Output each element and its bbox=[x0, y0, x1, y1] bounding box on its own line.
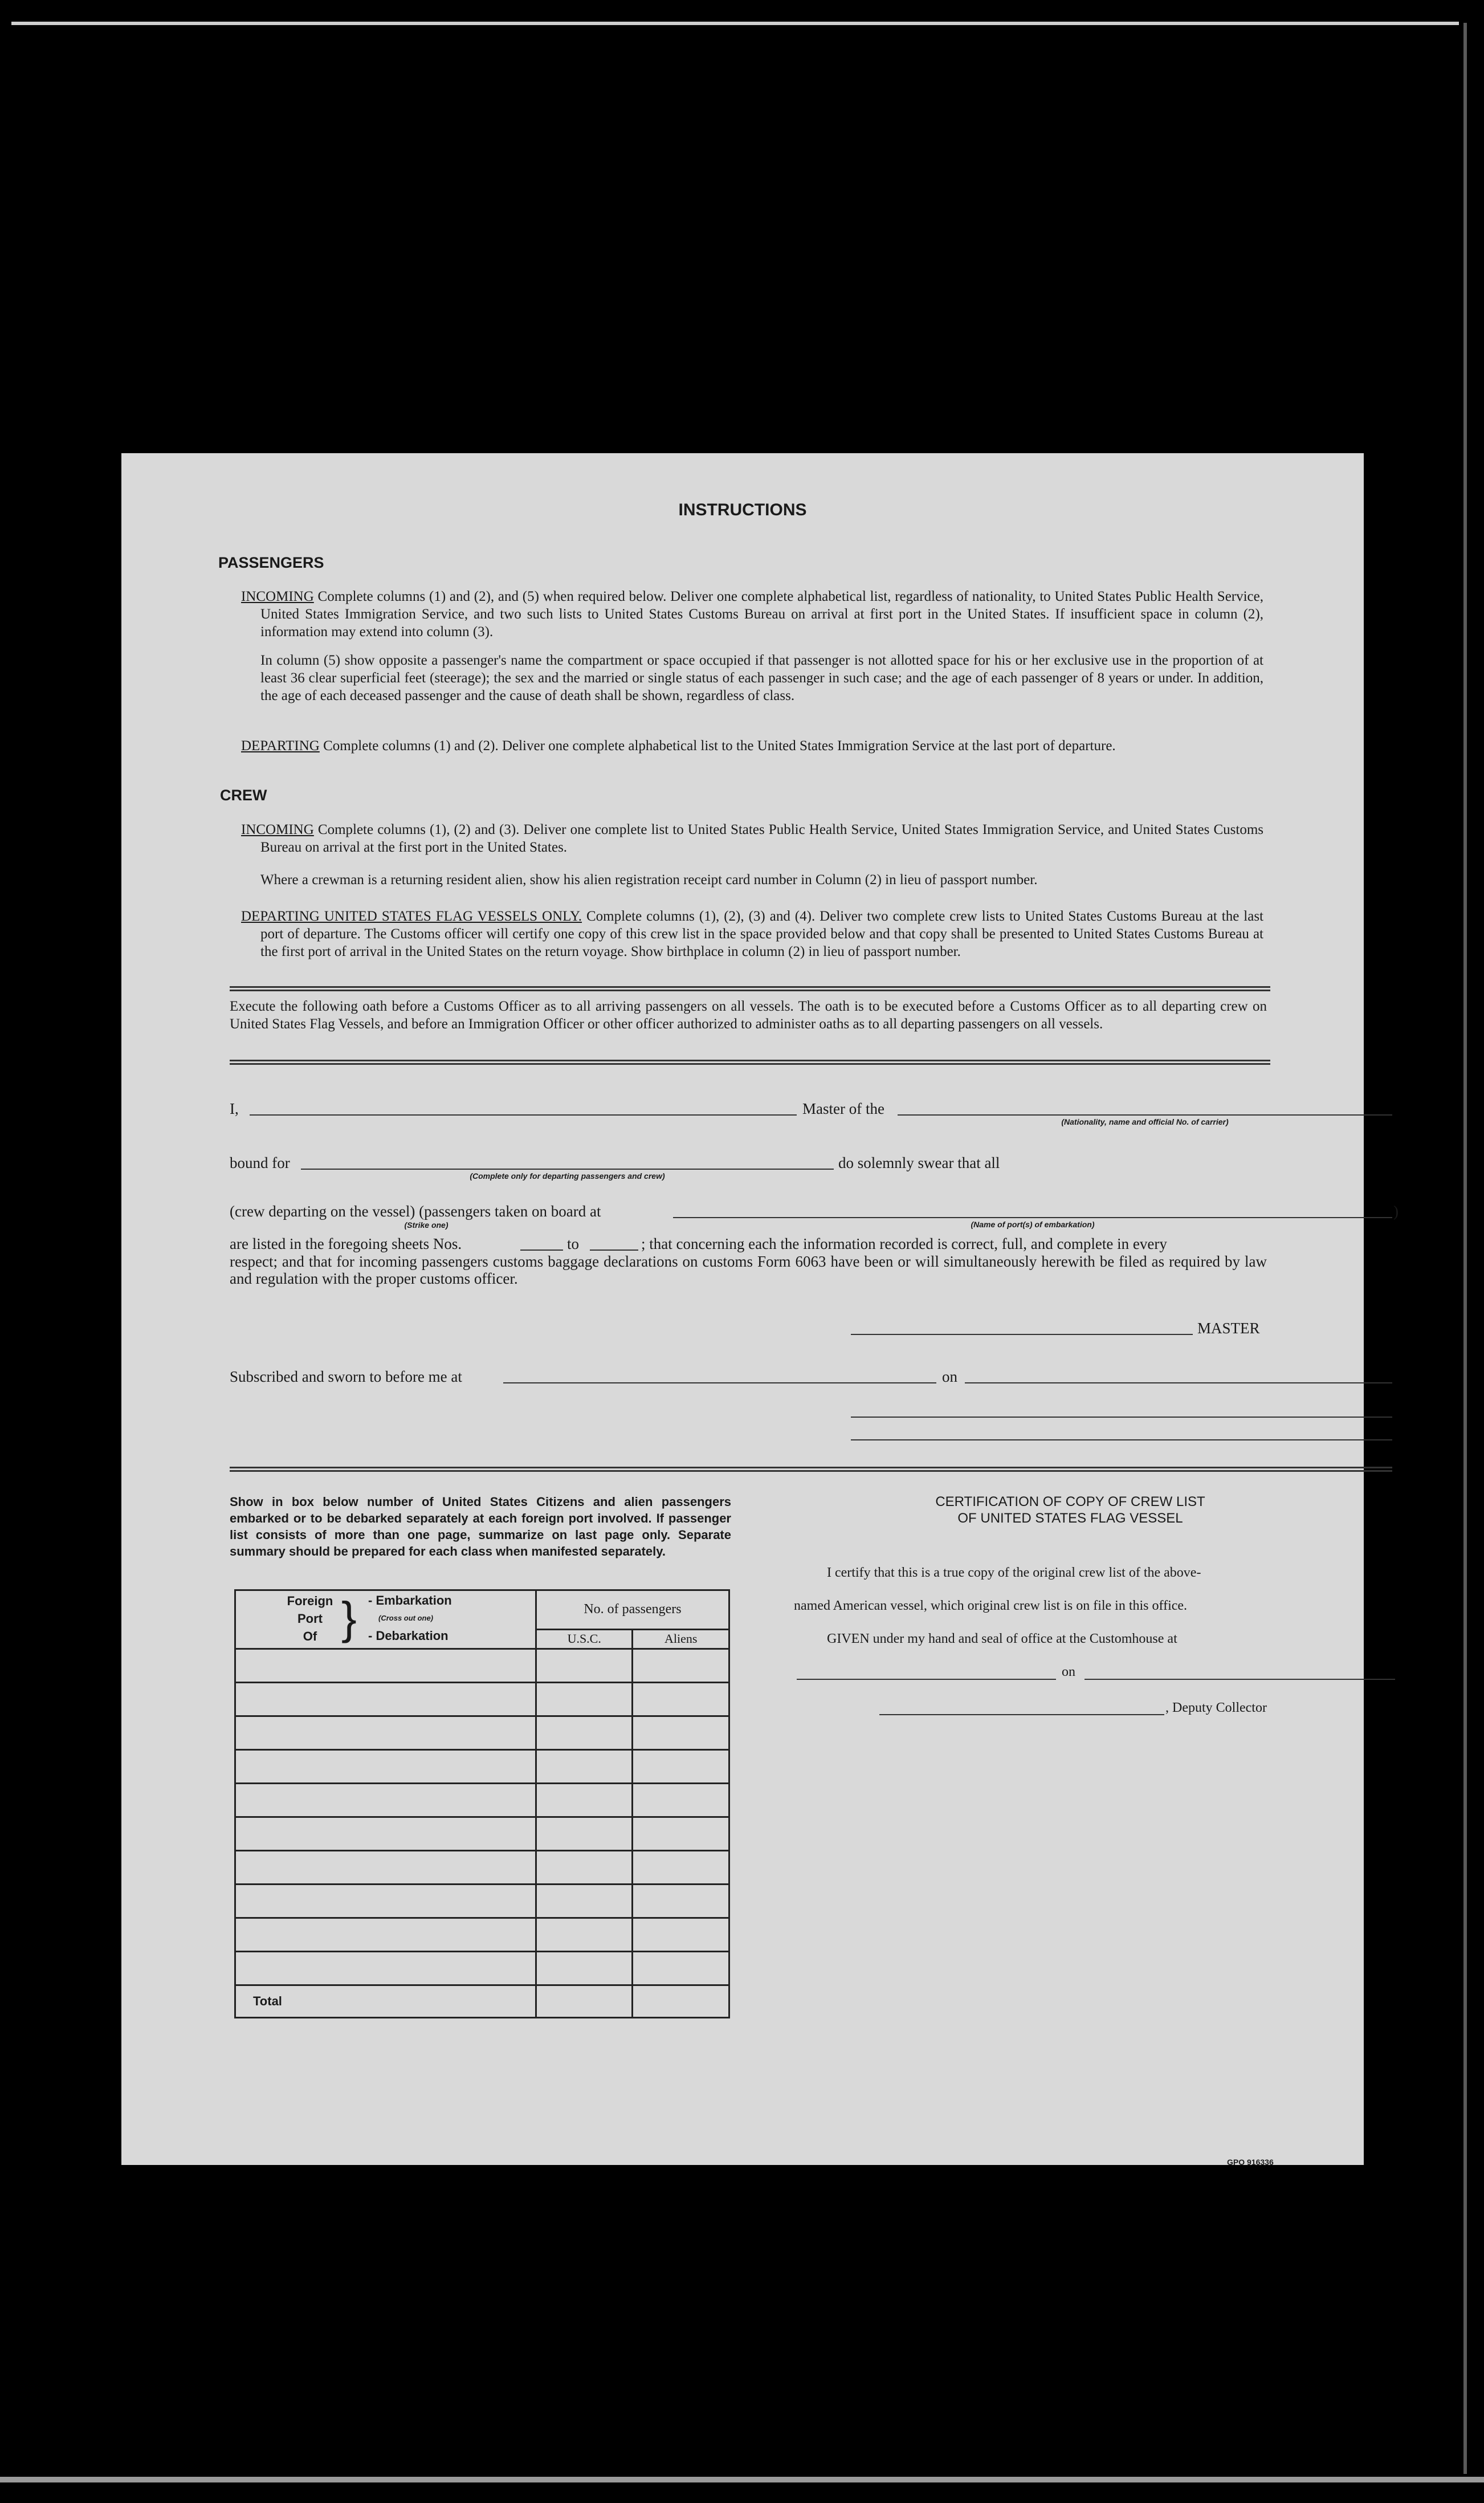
passenger-summary-table bbox=[234, 1589, 730, 2018]
table-row bbox=[235, 1649, 729, 1683]
passengers-heading: PASSENGERS bbox=[218, 554, 324, 571]
usc-cell[interactable] bbox=[536, 1716, 633, 1750]
crew-heading: CREW bbox=[220, 787, 267, 804]
sworn-at-field[interactable] bbox=[503, 1382, 936, 1383]
bound-for-label: bound for bbox=[230, 1154, 290, 1171]
port-cell[interactable] bbox=[235, 1716, 536, 1750]
port-cell[interactable] bbox=[235, 1952, 536, 1985]
usc-cell[interactable] bbox=[536, 1885, 633, 1918]
port-of-embarkation-field[interactable] bbox=[673, 1217, 1392, 1218]
aliens-total-cell[interactable] bbox=[633, 1985, 729, 2018]
usc-cell[interactable] bbox=[536, 1750, 633, 1784]
aliens-cell[interactable] bbox=[633, 1851, 729, 1885]
certification-title-line2: OF UNITED STATES FLAG VESSEL bbox=[957, 1511, 1183, 1526]
certify-line1: I certify that this is a true copy of the original crew list of the above- bbox=[827, 1565, 1201, 1580]
crew-incoming-paragraph bbox=[241, 821, 1263, 856]
respect-paragraph: respect; and that for incoming passengers customs baggage declarations on customs Form 6063 have been or will simultaneously herewith be filed as required by law and regulation with the proper customs officer. bbox=[230, 1253, 1267, 1287]
aliens-cell[interactable] bbox=[633, 1649, 729, 1683]
cross-out-caption: (Cross out one) bbox=[378, 1614, 434, 1622]
usc-cell[interactable] bbox=[536, 1817, 633, 1851]
certification-title bbox=[811, 1493, 1330, 1527]
nationality-caption: (Nationality, name and official No. of carrier) bbox=[1061, 1117, 1229, 1126]
of-word: Of bbox=[303, 1629, 317, 1643]
table-row bbox=[235, 1784, 729, 1817]
embarkation-label: - Embarkation bbox=[368, 1593, 452, 1607]
master-name-field[interactable] bbox=[250, 1114, 797, 1116]
close-paren: ) bbox=[1393, 1203, 1399, 1220]
total-label: Total bbox=[235, 1985, 536, 2018]
passengers-incoming-lead: INCOMING bbox=[241, 589, 314, 604]
table-row bbox=[235, 1918, 729, 1952]
aliens-cell[interactable] bbox=[633, 1817, 729, 1851]
foreign-word: Foreign bbox=[287, 1594, 333, 1608]
brace-glyph: } bbox=[341, 1593, 357, 1643]
oath-instruction-paragraph: Execute the following oath before a Customs Officer as to all arriving passengers on all vessels. The oath is to be executed before a Customs Officer as to all departing crew on United States Flag Vessels, and before an Immigration Officer or other officer authorized to administer oaths as to all departing passengers on all vessels. bbox=[230, 999, 1267, 1032]
crew-resident-alien-paragraph: Where a crewman is a returning resident alien, show his alien registration receipt card number in Column (2) in lieu of passport number. bbox=[260, 872, 1038, 888]
usc-cell[interactable] bbox=[536, 1784, 633, 1817]
sheet-to-field[interactable] bbox=[590, 1250, 638, 1251]
table-row bbox=[235, 1683, 729, 1716]
port-cell[interactable] bbox=[235, 1851, 536, 1885]
usc-cell[interactable] bbox=[536, 1851, 633, 1885]
subscribed-label: Subscribed and sworn to before me at bbox=[230, 1368, 462, 1385]
port-cell[interactable] bbox=[235, 1750, 536, 1784]
certification-title-line1: CERTIFICATION OF COPY OF CREW LIST bbox=[935, 1494, 1205, 1509]
table-row bbox=[235, 1716, 729, 1750]
instructions-title: INSTRUCTIONS bbox=[678, 500, 807, 519]
passengers-incoming-paragraph bbox=[241, 588, 1263, 641]
total-row bbox=[235, 1985, 729, 2018]
port-word: Port bbox=[297, 1611, 323, 1626]
aliens-cell[interactable] bbox=[633, 1918, 729, 1952]
port-cell[interactable] bbox=[235, 1649, 536, 1683]
sworn-date-field[interactable] bbox=[965, 1382, 1392, 1383]
crew-incoming-text: Complete columns (1), (2) and (3). Deliver one complete list to United States Public Health Service, United States Immigration Service, and United States Customs Bureau on arrival at the first port in the United States. bbox=[260, 822, 1263, 855]
crew-passengers-label: (crew departing on the vessel) (passengers taken on board at bbox=[230, 1203, 601, 1220]
master-label: MASTER bbox=[1197, 1320, 1260, 1337]
passengers-departing-lead: DEPARTING bbox=[241, 738, 320, 754]
passengers-incoming-text: Complete columns (1) and (2), and (5) when required below. Deliver one complete alphabetical list, regardless of nationality, to United States Public Health Service, United States Immigration Service, and two such lists to United States Customs Bureau on arrival at first port in the United States. If insufficient space in column (2), information may extend into column (3). bbox=[260, 589, 1263, 640]
deputy-collector-label: , Deputy Collector bbox=[1165, 1700, 1267, 1715]
table-row bbox=[235, 1817, 729, 1851]
strike-one-caption: (Strike one) bbox=[404, 1220, 449, 1230]
crew-departing-text: Complete columns (1), (2), (3) and (4). Deliver two complete crew lists to United States Customs Bureau at the last port of departure. The Customs officer will certify one copy of this crew list in the space provided below and that copy shall be presented to United States Customs Bureau at the first port of arrival in the United States on the return voyage. Show birthplace in column (2) in lieu of passport number. bbox=[260, 909, 1263, 959]
sheet-from-field[interactable] bbox=[520, 1250, 563, 1251]
aliens-cell[interactable] bbox=[633, 1885, 729, 1918]
master-of-the-label: Master of the bbox=[802, 1100, 884, 1117]
usc-header: U.S.C. bbox=[536, 1629, 633, 1649]
usc-cell[interactable] bbox=[536, 1683, 633, 1716]
customhouse-field[interactable] bbox=[797, 1679, 1056, 1680]
debarkation-label: - Debarkation bbox=[368, 1629, 449, 1643]
listed-suffix: ; that concerning each the information recorded is correct, full, and complete in every bbox=[641, 1235, 1167, 1252]
aliens-cell[interactable] bbox=[633, 1683, 729, 1716]
crew-incoming-lead: INCOMING bbox=[241, 822, 314, 837]
complete-only-caption: (Complete only for departing passengers and crew) bbox=[470, 1171, 665, 1181]
port-cell[interactable] bbox=[235, 1784, 536, 1817]
film-edge-bottom bbox=[0, 2477, 1484, 2482]
aliens-cell[interactable] bbox=[633, 1952, 729, 1985]
on-label: on bbox=[942, 1368, 957, 1385]
table-row bbox=[235, 1885, 729, 1918]
crew-departing-paragraph bbox=[241, 907, 1263, 960]
given-line: GIVEN under my hand and seal of office at the Customhouse at bbox=[827, 1631, 1177, 1646]
ports-caption: (Name of port(s) of embarkation) bbox=[971, 1220, 1095, 1229]
aliens-cell[interactable] bbox=[633, 1784, 729, 1817]
official-signature-field-2[interactable] bbox=[851, 1439, 1392, 1440]
vessel-field[interactable] bbox=[898, 1114, 1392, 1116]
oath-i-label: I, bbox=[230, 1100, 239, 1117]
summary-instructions: Show in box below number of United States Citizens and alien passengers embarked or to be debarked separately at each foreign port involved. If passenger list consists of more than one page, summarize on last page only. Separate summary should be prepared for each class when manifested separately. bbox=[230, 1495, 731, 1558]
table-row bbox=[235, 1750, 729, 1784]
usc-cell[interactable] bbox=[536, 1918, 633, 1952]
to-label: to bbox=[567, 1235, 580, 1252]
usc-cell[interactable] bbox=[536, 1649, 633, 1683]
usc-total-cell[interactable] bbox=[536, 1985, 633, 2018]
certification-on-label: on bbox=[1062, 1664, 1075, 1679]
port-cell[interactable] bbox=[235, 1885, 536, 1918]
passengers-departing-paragraph bbox=[241, 737, 1263, 755]
no-of-passengers-header: No. of passengers bbox=[536, 1590, 729, 1630]
certification-date-field[interactable] bbox=[1085, 1679, 1395, 1680]
bound-for-field[interactable] bbox=[301, 1169, 834, 1170]
swear-label: do solemnly swear that all bbox=[838, 1154, 1000, 1171]
table-row bbox=[235, 1851, 729, 1885]
section-rule bbox=[230, 1060, 1270, 1065]
port-cell[interactable] bbox=[235, 1918, 536, 1952]
port-cell[interactable] bbox=[235, 1817, 536, 1851]
official-signature-field-1[interactable] bbox=[851, 1417, 1392, 1418]
aliens-cell[interactable] bbox=[633, 1716, 729, 1750]
passengers-column5-paragraph: In column (5) show opposite a passenger's name the compartment or space occupied if that passenger is not allotted space for his or her exclusive use in the proportion of at least 36 clear superficial feet (steerage); the sex and the married or single status of each passenger in such case; and the age of each passenger of 8 years or under. In addition, the age of each deceased passenger and the cause of death shall be shown, regardless of class. bbox=[260, 653, 1263, 703]
foreign-port-header bbox=[235, 1590, 536, 1649]
passengers-departing-text: Complete columns (1) and (2). Deliver one complete alphabetical list to the United States Immigration Service at the last port of departure. bbox=[319, 738, 1116, 754]
aliens-cell[interactable] bbox=[633, 1750, 729, 1784]
master-signature-field[interactable] bbox=[851, 1334, 1193, 1335]
aliens-header: Aliens bbox=[633, 1629, 729, 1649]
gpo-code: GPO 916336 bbox=[1227, 2158, 1274, 2167]
film-edge-top bbox=[11, 22, 1459, 25]
section-rule bbox=[230, 1467, 1392, 1472]
film-edge-right bbox=[1463, 23, 1467, 2474]
form-page bbox=[121, 453, 1399, 2167]
usc-cell[interactable] bbox=[536, 1952, 633, 1985]
table-row bbox=[235, 1952, 729, 1985]
certify-line2: named American vessel, which original crew list is on file in this office. bbox=[794, 1598, 1188, 1613]
section-rule bbox=[230, 986, 1270, 991]
crew-departing-lead: DEPARTING UNITED STATES FLAG VESSELS ONLY. bbox=[241, 909, 582, 924]
listed-prefix: are listed in the foregoing sheets Nos. bbox=[230, 1235, 462, 1252]
deputy-collector-signature-field[interactable] bbox=[879, 1714, 1164, 1715]
port-cell[interactable] bbox=[235, 1683, 536, 1716]
